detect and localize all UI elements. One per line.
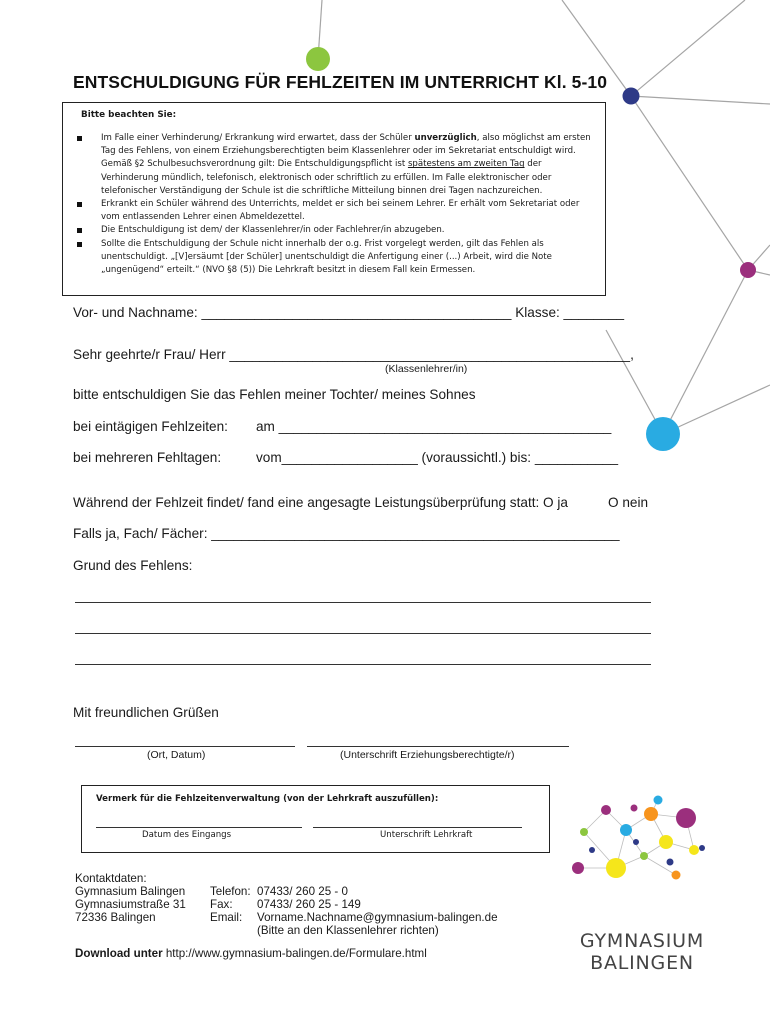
notice-item bbox=[77, 132, 597, 198]
name-class-field[interactable]: Vor- und Nachname: _________________________________________ Klasse: ________ bbox=[73, 305, 625, 320]
multi-day-range-field[interactable]: vom__________________ (voraussichtl.) bis: ___________ bbox=[256, 450, 619, 465]
green-dot bbox=[306, 47, 330, 71]
closing-text: Mit freundlichen Grüßen bbox=[73, 705, 219, 720]
email-link[interactable]: Vorname.Nachname@gymnasium-balingen.de bbox=[257, 911, 498, 924]
exam-no-option[interactable]: O nein bbox=[608, 495, 649, 510]
signature-caption: (Unterschrift Erziehungsberechtigte/r) bbox=[340, 749, 515, 761]
bullet-icon bbox=[77, 242, 82, 247]
download-row bbox=[75, 948, 427, 961]
logo-text-line2: BALINGEN bbox=[590, 952, 694, 974]
notice-list bbox=[77, 132, 597, 277]
email-note: (Bitte an den Klassenlehrer richten) bbox=[257, 924, 439, 937]
notice-text: Erkrankt ein Schüler während des Unterrichts, meldet er sich bei seinem Lehrer. Er erhält vom Sekretariat oder vom entlassenden Lehrer einen Abmeldezettel. bbox=[101, 199, 580, 223]
teacher-salutation-field[interactable]: Sehr geehrte/r Frau/ Herr _____________________________________________________, bbox=[73, 347, 634, 362]
contact-street: Gymnasiumstraße 31 bbox=[75, 898, 186, 911]
notice-text: Sollte die Entschuldigung der Schule nicht innerhalb der o.g. Frist vorgelegt werden, gilt das Fehlen als unentschuldigt. „[V]ersäumt [der Schüler] unentschuldigt die Anfertigung einer (...) Arbeit, wird die Note „ungenügend“ erteilt.“ (NVO §8 (5)) Die Lehrkraft besitzt in diesem Fall kein Ermessen. bbox=[101, 238, 552, 276]
contact-heading: Kontaktdaten: bbox=[75, 872, 147, 885]
subjects-field[interactable]: Falls ja, Fach/ Fächer: ______________________________________________________ bbox=[73, 526, 620, 541]
cyan-dot bbox=[646, 417, 680, 451]
received-date-label: Datum des Eingangs bbox=[142, 830, 232, 840]
single-day-date-field[interactable]: am ____________________________________________ bbox=[256, 419, 612, 434]
teacher-signature-line[interactable] bbox=[313, 827, 522, 828]
notice-text: Im Falle einer Verhinderung/ Erkrankung wird erwartet, dass der Schüler bbox=[101, 133, 415, 143]
request-text: bitte entschuldigen Sie das Fehlen meiner Tochter/ meines Sohnes bbox=[73, 387, 476, 402]
reason-line[interactable] bbox=[75, 664, 651, 665]
notice-text: der Verhinderung mündlich, telefonisch, elektronisch oder schriftlich zu erfüllen. Im Falle elektronischer oder telefonischer Verständigung der Schule ist die schriftliche Mitteilung binnen drei Tagen nachzureichen. bbox=[101, 159, 552, 196]
notice-item bbox=[77, 198, 597, 224]
download-link[interactable]: http://www.gymnasium-balingen.de/Formulare.html bbox=[165, 947, 427, 960]
single-day-label: bei eintägigen Fehlzeiten: bbox=[73, 419, 228, 434]
notice-text: , also möglichst am ersten Tag des Fehlens, von einem Erziehungsberechtigten beim Klassenlehrer oder im Sekretariat entschuldigt wird. Gemäß §2 Schulbesuchsverordnung gilt: Die Entschuldigungspflicht ist bbox=[101, 133, 591, 170]
phone-label: Telefon: bbox=[210, 885, 251, 898]
notice-item bbox=[77, 224, 597, 237]
school-logo-icon bbox=[566, 790, 716, 890]
reason-label: Grund des Fehlens: bbox=[73, 558, 193, 573]
bullet-icon bbox=[77, 136, 82, 141]
notice-item bbox=[77, 238, 597, 278]
fax-value: 07433/ 260 25 - 149 bbox=[257, 898, 361, 911]
multi-day-label: bei mehreren Fehltagen: bbox=[73, 450, 222, 465]
logo-text-line1: GYMNASIUM bbox=[579, 930, 705, 952]
office-note-box bbox=[81, 785, 550, 853]
office-note-heading: Vermerk für die Fehlzeitenverwaltung (von der Lehrkraft auszufüllen): bbox=[96, 794, 439, 804]
bullet-icon bbox=[77, 228, 82, 233]
bullet-icon bbox=[77, 202, 82, 207]
phone-value: 07433/ 260 25 - 0 bbox=[257, 885, 348, 898]
download-label: Download unter bbox=[75, 947, 163, 960]
place-date-line[interactable] bbox=[75, 746, 295, 747]
parent-signature-line[interactable] bbox=[307, 746, 569, 747]
reason-line[interactable] bbox=[75, 633, 651, 634]
exam-question-yes[interactable]: Während der Fehlzeit findet/ fand eine angesagte Leistungsüberprüfung statt: O ja bbox=[73, 495, 568, 510]
notice-heading: Bitte beachten Sie: bbox=[81, 110, 177, 120]
navy-dot bbox=[623, 88, 640, 105]
notice-box bbox=[62, 102, 606, 296]
email-label: Email: bbox=[210, 911, 243, 924]
magenta-dot bbox=[740, 262, 756, 278]
teacher-signature-label: Unterschrift Lehrkraft bbox=[380, 830, 473, 840]
contact-school: Gymnasium Balingen bbox=[75, 885, 186, 898]
reason-line[interactable] bbox=[75, 602, 651, 603]
notice-underline: spätestens am zweiten Tag bbox=[407, 159, 525, 170]
page-title: ENTSCHULDIGUNG FÜR FEHLZEITEN IM UNTERRICHT Kl. 5-10 bbox=[73, 72, 608, 92]
notice-text: Die Entschuldigung ist dem/ der Klassenlehrer/in oder Fachlehrer/in abzugeben. bbox=[101, 225, 445, 236]
salutation-caption: (Klassenlehrer/in) bbox=[385, 363, 468, 375]
received-date-line[interactable] bbox=[96, 827, 302, 828]
contact-city: 72336 Balingen bbox=[75, 911, 156, 924]
place-date-caption: (Ort, Datum) bbox=[147, 749, 206, 761]
notice-emphasis: unverzüglich bbox=[414, 133, 477, 143]
fax-label: Fax: bbox=[210, 898, 233, 911]
